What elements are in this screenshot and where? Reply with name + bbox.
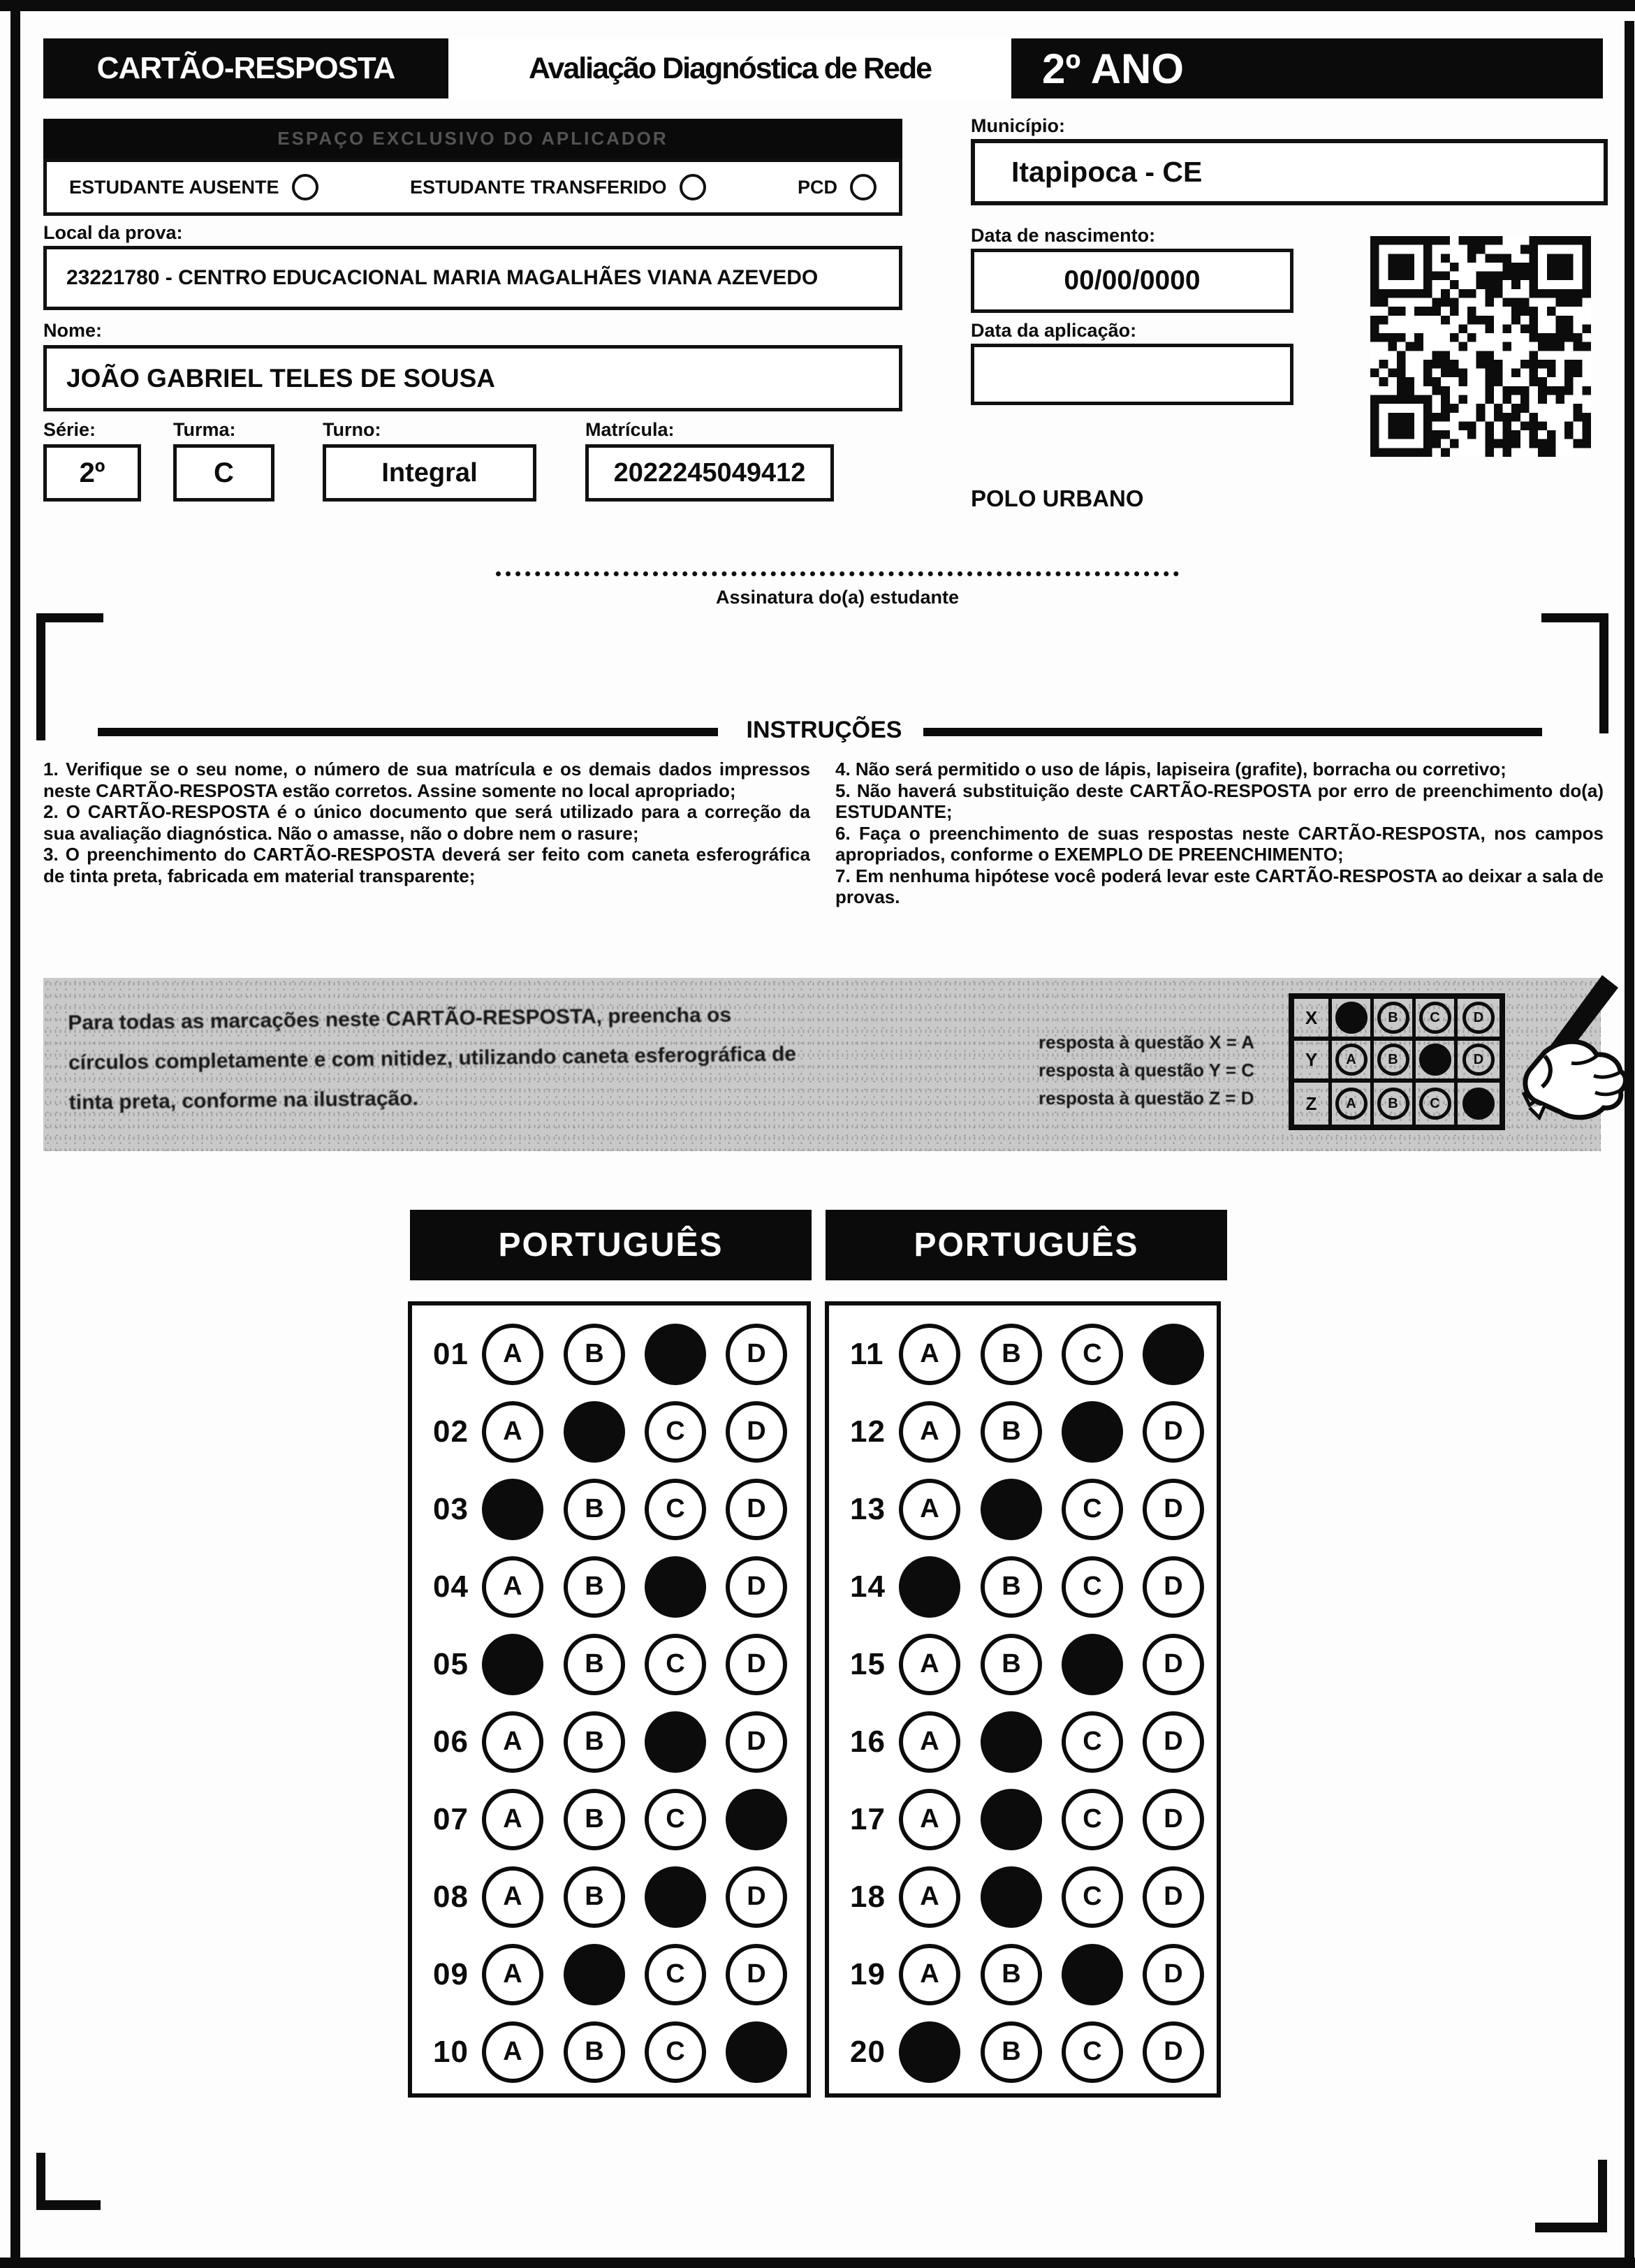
municipio-label: Município:: [971, 115, 1065, 136]
answer-bubble-10-d[interactable]: [726, 2021, 787, 2083]
option-pcd[interactable]: [798, 174, 877, 200]
nome-label: Nome:: [43, 320, 103, 341]
answer-row: [829, 1393, 1217, 1470]
question-number: 11: [850, 1336, 884, 1371]
answer-row: [412, 1625, 807, 1703]
instruction-item: 1. Verifique se o seu nome, o número de sua matrícula e os demais dados impressos neste CARTÃO-RESPOSTA estão corretos. Assine somente no local apropriado;: [43, 759, 810, 801]
turma-box: [173, 444, 274, 502]
answer-bubble-09-a[interactable]: A: [482, 1944, 543, 2005]
answer-row: [829, 1703, 1217, 1780]
answer-bubble-10-c[interactable]: C: [645, 2021, 706, 2083]
question-number: 08: [433, 1879, 469, 1914]
answer-bubble-07-d[interactable]: [726, 1789, 787, 1850]
example-cell: [1374, 1041, 1416, 1083]
answer-bubble-01-b[interactable]: B: [564, 1324, 625, 1385]
example-cell: [1332, 1083, 1374, 1125]
grade-label: 2º ANO: [1042, 45, 1185, 92]
answer-bubble-01-c[interactable]: [645, 1324, 706, 1385]
qr-code: [1370, 236, 1591, 457]
answer-row: [829, 1548, 1217, 1625]
local-da-prova-value: 23221780 - CENTRO EDUCACIONAL MARIA MAGALHÃES VIANA AZEVEDO: [66, 266, 819, 289]
answer-bubble-04-a[interactable]: A: [482, 1556, 543, 1618]
question-number: 01: [433, 1336, 469, 1371]
polo-label: POLO URBANO: [971, 485, 1144, 511]
example-bubble-a: A: [1335, 1044, 1368, 1076]
question-number: 19: [850, 1956, 886, 1991]
aplicacao-label: Data da aplicação:: [971, 320, 1137, 341]
answer-bubble-12-d[interactable]: D: [1143, 1401, 1204, 1463]
answer-row: [829, 1470, 1217, 1548]
answer-row: [412, 2013, 807, 2091]
local-da-prova-label: Local da prova:: [43, 222, 183, 243]
example-bubble-c: C: [1419, 1088, 1451, 1120]
option-label: ESTUDANTE AUSENTE: [69, 176, 279, 198]
example-bubble-c: C: [1419, 1002, 1451, 1034]
option-label: PCD: [797, 176, 837, 198]
answer-bubble-15-a[interactable]: A: [899, 1634, 960, 1695]
answer-bubble-11-b[interactable]: B: [981, 1324, 1042, 1385]
section-title-portugues-1: PORTUGUÊS: [410, 1210, 812, 1280]
frame-top: [0, 0, 1635, 11]
answer-bubble-01-d[interactable]: D: [726, 1324, 787, 1385]
answer-row: [829, 1315, 1217, 1393]
crop-mark-top-left: [36, 613, 103, 622]
example-row-label: Z: [1294, 1083, 1332, 1125]
answer-bubble-15-b[interactable]: B: [981, 1634, 1042, 1695]
answer-bubble-14-c[interactable]: C: [1062, 1556, 1123, 1618]
instruction-item: 2. O CARTÃO-RESPOSTA é o único documento que será utilizado para a correção da sua avaliação diagnóstica. Não o amasse, não o dobre nem o rasure;: [43, 801, 810, 844]
answer-bubble-08-d[interactable]: D: [726, 1866, 787, 1928]
example-bubble-b: B: [1377, 1088, 1409, 1120]
answer-bubble-06-d[interactable]: D: [726, 1711, 787, 1773]
answer-bubble-19-a[interactable]: A: [899, 1944, 960, 2005]
turma-value: C: [214, 457, 234, 488]
answer-bubble-05-b[interactable]: B: [564, 1634, 625, 1695]
answer-bubble-18-d[interactable]: D: [1143, 1866, 1204, 1928]
answer-row: [412, 1780, 807, 1858]
nome-box: [43, 345, 902, 411]
answer-bubble-03-d[interactable]: D: [726, 1479, 787, 1540]
frame-left: [10, 11, 20, 2268]
estudante-ausente-bubble[interactable]: [292, 174, 318, 200]
question-number: 15: [850, 1646, 886, 1681]
matricula-box: [585, 444, 834, 502]
matricula-label: Matrícula:: [585, 419, 675, 440]
instructions-title: INSTRUÇÕES: [746, 717, 902, 743]
answer-bubble-02-b[interactable]: [564, 1401, 625, 1463]
option-estudante-transferido[interactable]: [410, 174, 706, 200]
answer-bubble-17-c[interactable]: C: [1062, 1789, 1123, 1850]
answer-bubble-15-d[interactable]: D: [1143, 1634, 1204, 1695]
example-bubble-a: [1335, 1002, 1368, 1034]
nascimento-label: Data de nascimento:: [971, 225, 1156, 246]
section-title-portugues-2: PORTUGUÊS: [826, 1210, 1227, 1280]
answer-bubble-02-d[interactable]: D: [726, 1401, 787, 1463]
serie-label: Série:: [43, 419, 96, 440]
answer-bubble-20-b[interactable]: B: [981, 2021, 1042, 2083]
answer-bubble-16-a[interactable]: A: [899, 1711, 960, 1773]
question-number: 05: [433, 1646, 469, 1681]
answer-bubble-01-a[interactable]: A: [482, 1324, 543, 1385]
instructions-right-column: [835, 759, 1604, 908]
assessment-title: Avaliação Diagnóstica de Rede: [448, 38, 1011, 98]
answer-bubble-02-a[interactable]: A: [482, 1401, 543, 1463]
answer-bubble-14-b[interactable]: B: [981, 1556, 1042, 1618]
fill-example-line: círculos completamente e com nitidez, utilizando caneta esferográfica de: [68, 1042, 797, 1075]
question-number: 16: [850, 1724, 886, 1759]
serie-box: [43, 444, 141, 502]
question-number: 12: [850, 1414, 886, 1449]
answer-row: [412, 1548, 807, 1625]
example-answer-note: resposta à questão Y = C: [1039, 1060, 1255, 1081]
crop-mark-bottom-left: [36, 2200, 101, 2210]
answer-bubble-18-c[interactable]: C: [1062, 1866, 1123, 1928]
question-number: 03: [433, 1491, 469, 1526]
instruction-item: 3. O preenchimento do CARTÃO-RESPOSTA deverá ser feito com caneta esferográfica de tinta preta, fabricada em material transparente;: [43, 844, 810, 886]
question-number: 04: [433, 1569, 469, 1604]
answer-bubble-17-a[interactable]: A: [899, 1789, 960, 1850]
answer-bubble-07-a[interactable]: A: [482, 1789, 543, 1850]
option-label: ESTUDANTE TRANSFERIDO: [410, 176, 667, 198]
answer-bubble-03-b[interactable]: B: [564, 1479, 625, 1540]
header: [43, 38, 1603, 98]
instructions-rule-right: [923, 728, 1542, 736]
answer-bubble-08-a[interactable]: A: [482, 1866, 543, 1928]
turno-box: [323, 444, 536, 502]
instructions-rule-left: [98, 728, 718, 736]
question-number: 13: [850, 1491, 886, 1526]
answer-bubble-19-d[interactable]: D: [1143, 1944, 1204, 2005]
example-bubble-a: A: [1335, 1088, 1368, 1120]
answer-row: [412, 1936, 807, 2013]
answer-grid-questions-11-20: [825, 1301, 1221, 2098]
hand-with-pen-icon: [1440, 968, 1629, 1151]
nascimento-box: [971, 249, 1293, 313]
example-cell: [1332, 1041, 1374, 1083]
example-row-label: X: [1294, 999, 1332, 1041]
answer-bubble-04-d[interactable]: D: [726, 1556, 787, 1618]
answer-bubble-07-b[interactable]: B: [564, 1789, 625, 1850]
answer-bubble-09-c[interactable]: C: [645, 1944, 706, 2005]
answer-row: [829, 1858, 1217, 1936]
instruction-item: 7. Em nenhuma hipótese você poderá levar este CARTÃO-RESPOSTA ao deixar a sala de provas.: [835, 865, 1604, 907]
answer-bubble-06-b[interactable]: B: [564, 1711, 625, 1773]
answer-bubble-16-b[interactable]: [981, 1711, 1042, 1773]
answer-bubble-04-c[interactable]: [645, 1556, 706, 1618]
example-cell: [1332, 999, 1374, 1041]
answer-bubble-20-d[interactable]: D: [1143, 2021, 1204, 2083]
crop-mark-top-left: [36, 613, 45, 740]
example-bubble-b: B: [1377, 1044, 1409, 1076]
answer-bubble-03-a[interactable]: [482, 1479, 543, 1540]
turno-label: Turno:: [323, 419, 381, 440]
answer-bubble-08-c[interactable]: [645, 1866, 706, 1928]
answer-row: [829, 1625, 1217, 1703]
answer-bubble-16-c[interactable]: C: [1062, 1711, 1123, 1773]
question-number: 20: [850, 2034, 886, 2069]
instructions-left-column: [43, 759, 810, 886]
question-number: 07: [433, 1801, 469, 1836]
answer-bubble-05-a[interactable]: [482, 1634, 543, 1695]
question-number: 02: [433, 1414, 469, 1449]
answer-bubble-14-d[interactable]: D: [1143, 1556, 1204, 1618]
question-number: 14: [850, 1569, 886, 1604]
signature-line[interactable]: [496, 571, 1179, 576]
question-number: 09: [433, 1956, 469, 1991]
example-bubble-b: B: [1377, 1002, 1409, 1034]
answer-bubble-06-a[interactable]: A: [482, 1711, 543, 1773]
fill-example-band: [43, 978, 1601, 1151]
answer-bubble-10-b[interactable]: B: [564, 2021, 625, 2083]
estudante-transferido-bubble[interactable]: [680, 174, 706, 200]
answer-bubble-03-c[interactable]: C: [645, 1479, 706, 1540]
fill-example-text: [68, 992, 991, 1122]
answer-row: [829, 1780, 1217, 1858]
signature-label: Assinatura do(a) estudante: [715, 587, 960, 608]
matricula-value: 2022245049412: [613, 458, 806, 488]
answer-bubble-19-c[interactable]: [1062, 1944, 1123, 2005]
example-answer-notes: [1039, 1028, 1254, 1112]
answer-bubble-05-d[interactable]: D: [726, 1634, 787, 1695]
turma-label: Turma:: [173, 419, 236, 440]
answer-bubble-11-c[interactable]: C: [1062, 1324, 1123, 1385]
answer-bubble-13-c[interactable]: C: [1062, 1479, 1123, 1540]
example-cell: [1374, 999, 1416, 1041]
question-number: 18: [850, 1879, 886, 1914]
example-answer-note: resposta à questão Z = D: [1039, 1088, 1254, 1109]
answer-bubble-04-b[interactable]: B: [564, 1556, 625, 1618]
turno-value: Integral: [381, 458, 478, 488]
applicator-bar-title: ESPAÇO EXCLUSIVO DO APLICADOR: [43, 119, 902, 159]
fill-example-line: Para todas as marcações neste CARTÃO-RESPOSTA, preencha os: [68, 1003, 732, 1035]
option-estudante-ausente[interactable]: [69, 174, 318, 200]
answer-bubble-10-a[interactable]: A: [482, 2021, 543, 2083]
local-da-prova-box: [43, 246, 902, 310]
answer-row: [412, 1470, 807, 1548]
answer-bubble-20-a[interactable]: [899, 2021, 960, 2083]
example-cell: [1374, 1083, 1416, 1125]
answer-row: [829, 1936, 1217, 2013]
answer-grid-questions-01-10: [408, 1301, 811, 2098]
example-answer-note: resposta à questão X = A: [1039, 1032, 1254, 1053]
answer-bubble-13-d[interactable]: D: [1143, 1479, 1204, 1540]
example-row-label: Y: [1294, 1041, 1332, 1083]
example-bubble-d: D: [1462, 1002, 1495, 1034]
answer-row: [412, 1703, 807, 1780]
answer-bubble-17-d[interactable]: D: [1143, 1789, 1204, 1850]
answer-bubble-16-d[interactable]: D: [1143, 1711, 1204, 1773]
instruction-item: 6. Faça o preenchimento de suas respostas neste CARTÃO-RESPOSTA, nos campos apropriados, conforme o EXEMPLO DE PREENCHIMENTO;: [835, 822, 1604, 865]
answer-bubble-11-a[interactable]: A: [899, 1324, 960, 1385]
answer-bubble-09-d[interactable]: D: [726, 1944, 787, 2005]
crop-mark-top-right: [1599, 613, 1608, 733]
answer-bubble-19-b[interactable]: B: [981, 1944, 1042, 2005]
municipio-value: Itapipoca - CE: [1011, 156, 1203, 188]
frame-bottom: [0, 2258, 1635, 2268]
answer-bubble-13-a[interactable]: A: [899, 1479, 960, 1540]
answer-bubble-12-c[interactable]: [1062, 1401, 1123, 1463]
answer-bubble-09-b[interactable]: [564, 1944, 625, 2005]
nascimento-value: 00/00/0000: [1064, 265, 1201, 295]
answer-bubble-11-d[interactable]: [1143, 1324, 1204, 1385]
fill-example-line: tinta preta, conforme na ilustração.: [68, 1086, 419, 1115]
answer-row: [829, 2013, 1217, 2091]
instruction-item: 4. Não será permitido o uso de lápis, lapiseira (grafite), borracha ou corretivo;: [835, 759, 1506, 780]
question-number: 10: [433, 2034, 469, 2069]
answer-bubble-08-b[interactable]: B: [564, 1866, 625, 1928]
answer-bubble-14-a[interactable]: [899, 1556, 960, 1618]
answer-bubble-15-c[interactable]: [1062, 1634, 1123, 1695]
answer-bubble-18-b[interactable]: [981, 1866, 1042, 1928]
answer-row: [412, 1858, 807, 1936]
applicator-options-box: [43, 159, 902, 216]
aplicacao-box[interactable]: [971, 344, 1293, 405]
answer-bubble-02-c[interactable]: C: [645, 1401, 706, 1463]
answer-bubble-18-a[interactable]: A: [899, 1866, 960, 1928]
municipio-box: [971, 139, 1608, 205]
answer-row: [412, 1393, 807, 1470]
answer-bubble-12-b[interactable]: B: [981, 1401, 1042, 1463]
answer-bubble-07-c[interactable]: C: [645, 1789, 706, 1850]
instruction-item: 5. Não haverá substituição deste CARTÃO-RESPOSTA por erro de preenchimento do(a) ESTUDANTE;: [835, 780, 1604, 822]
crop-mark-bottom-right: [1535, 2223, 1607, 2232]
answer-bubble-20-c[interactable]: C: [1062, 2021, 1123, 2083]
answer-bubble-06-c[interactable]: [645, 1711, 706, 1773]
answer-bubble-12-a[interactable]: A: [899, 1401, 960, 1463]
nome-value: JOÃO GABRIEL TELES DE SOUSA: [66, 363, 496, 393]
card-title: CARTÃO-RESPOSTA: [96, 51, 395, 85]
answer-row: [412, 1315, 807, 1393]
serie-value: 2º: [79, 457, 105, 488]
question-number: 17: [850, 1801, 886, 1836]
answer-bubble-05-c[interactable]: C: [645, 1634, 706, 1695]
crop-mark-top-right: [1541, 613, 1608, 622]
pcd-bubble[interactable]: [850, 174, 877, 200]
answer-bubble-13-b[interactable]: [981, 1479, 1042, 1540]
crop-mark-bottom-right: [1598, 2160, 1607, 2232]
answer-bubble-17-b[interactable]: [981, 1789, 1042, 1850]
question-number: 06: [433, 1724, 469, 1759]
example-bubble-d: D: [1462, 1044, 1495, 1076]
